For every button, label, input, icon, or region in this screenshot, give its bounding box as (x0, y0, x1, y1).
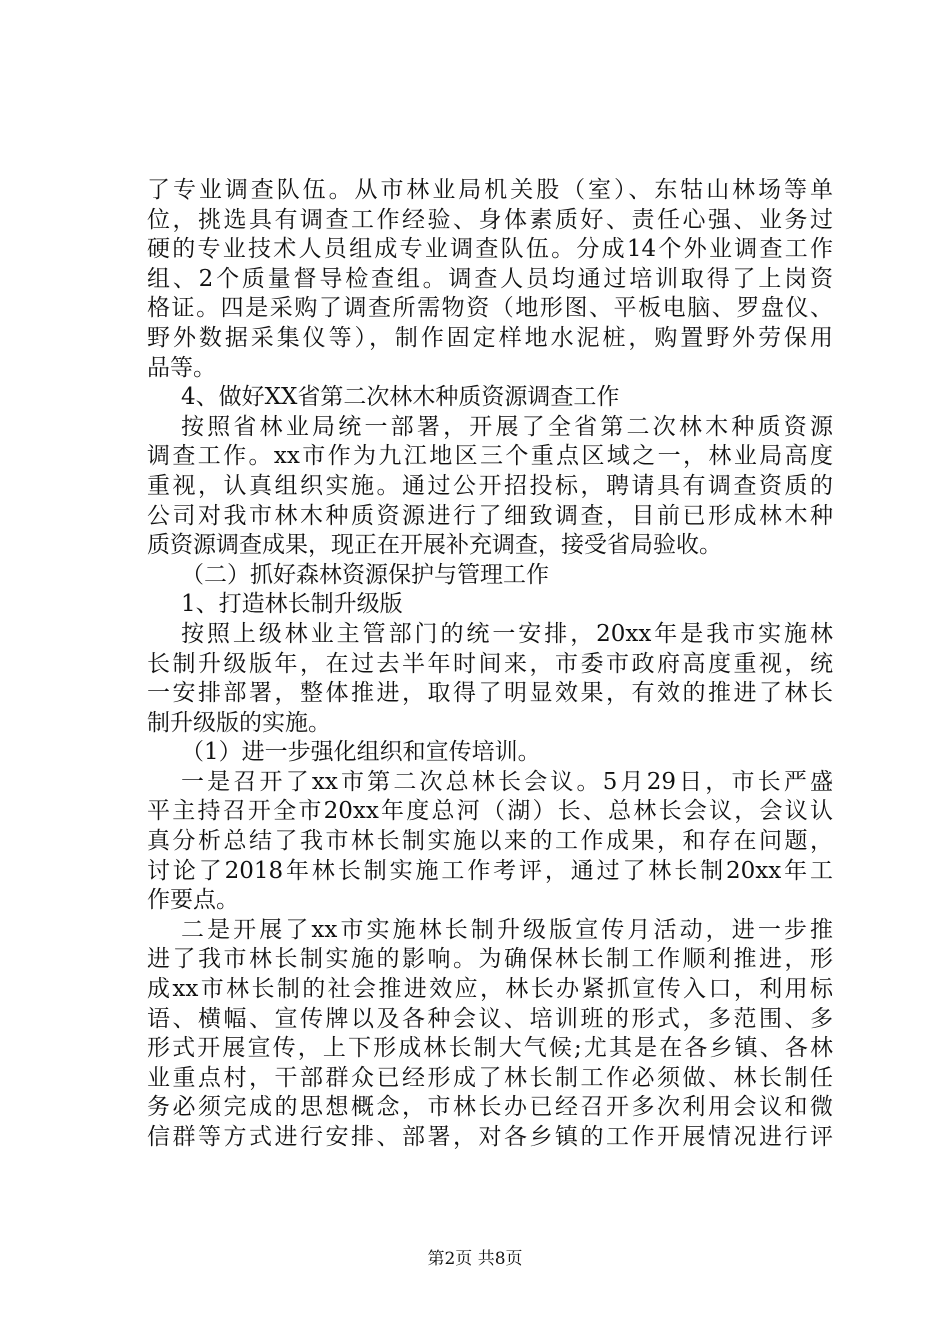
text-line: 进了我市林长制实施的影响。为确保林长制工作顺利推进，形 (147, 946, 833, 973)
text-line: 品等。 (147, 354, 216, 381)
text-line: 组、2个质量督导检查组。调查人员均通过培训取得了上岗资 (147, 265, 833, 292)
text-line: 位，挑选具有调查工作经验、身体素质好、责任心强、业务过 (147, 206, 833, 233)
text-line: 公司对我市林木种质资源进行了细致调查，目前已形成林木种 (147, 502, 833, 529)
text-line: 4、做好XX省第二次林木种质资源调查工作 (181, 384, 620, 411)
text-line: 野外数据采集仪等），制作固定样地水泥桩，购置野外劳保用 (147, 324, 833, 351)
text-line: 真分析总结了我市林长制实施以来的工作成果，和存在问题， (147, 828, 833, 855)
text-line: 1、打造林长制升级版 (181, 591, 403, 618)
text-line: 形式开展宣传，上下形成林长制大气候;尤其是在各乡镇、各林 (147, 1035, 833, 1062)
text-line: 了专业调查队伍。从市林业局机关股（室）、东牯山林场等单 (147, 177, 833, 203)
text-line: 平主持召开全市20xx年度总河（湖）长、总林长会议，会议认 (147, 798, 833, 825)
text-line: 二是开展了xx市实施林长制升级版宣传月活动，进一步推 (181, 916, 833, 943)
text-line: （二）抓好森林资源保护与管理工作 (181, 561, 549, 588)
text-line: 调查工作。xx市作为九江地区三个重点区域之一，林业局高度 (147, 443, 833, 470)
text-line: （1）进一步强化组织和宣传培训。 (181, 739, 541, 766)
text-line: 格证。四是采购了调查所需物资（地形图、平板电脑、罗盘仪、 (147, 295, 833, 322)
text-line: 信群等方式进行安排、部署，对各乡镇的工作开展情况进行评 (147, 1124, 833, 1150)
text-line: 作要点。 (147, 887, 239, 914)
text-line: 按照省林业局统一部署，开展了全省第二次林木种质资源 (181, 413, 833, 440)
text-line: 硬的专业技术人员组成专业调查队伍。分成14个外业调查工作 (147, 236, 833, 263)
text-line: 长制升级版年，在过去半年时间来，市委市政府高度重视，统 (147, 650, 833, 677)
text-line: 讨论了2018年林长制实施工作考评，通过了林长制20xx年工 (147, 857, 833, 884)
text-line: 重视，认真组织实施。通过公开招投标，聘请具有调查资质的 (147, 472, 833, 499)
text-line: 制升级版的实施。 (147, 709, 331, 736)
text-line: 业重点村，干部群众已经形成了林长制工作必须做、林长制任 (147, 1064, 833, 1091)
document-body (147, 176, 833, 1153)
text-line: 一是召开了xx市第二次总林长会议。5月29日，市长严盛 (181, 768, 833, 795)
text-line: 务必须完成的思想概念，市林长办已经召开多次利用会议和微 (147, 1094, 833, 1121)
text-line: 质资源调查成果，现正在开展补充调查，接受省局验收。 (147, 532, 722, 559)
text-line: 语、横幅、宣传牌以及各种会议、培训班的形式，多范围、多 (147, 1005, 833, 1032)
text-line: 按照上级林业主管部门的统一安排，20xx年是我市实施林 (181, 620, 833, 647)
text-line: 一安排部署，整体推进，取得了明显效果，有效的推进了林长 (147, 680, 833, 707)
page-footer: 第2页 共8页 (427, 1249, 523, 1269)
text-line: 成xx市林长制的社会推进效应，林长办紧抓宣传入口，利用标 (147, 976, 833, 1003)
